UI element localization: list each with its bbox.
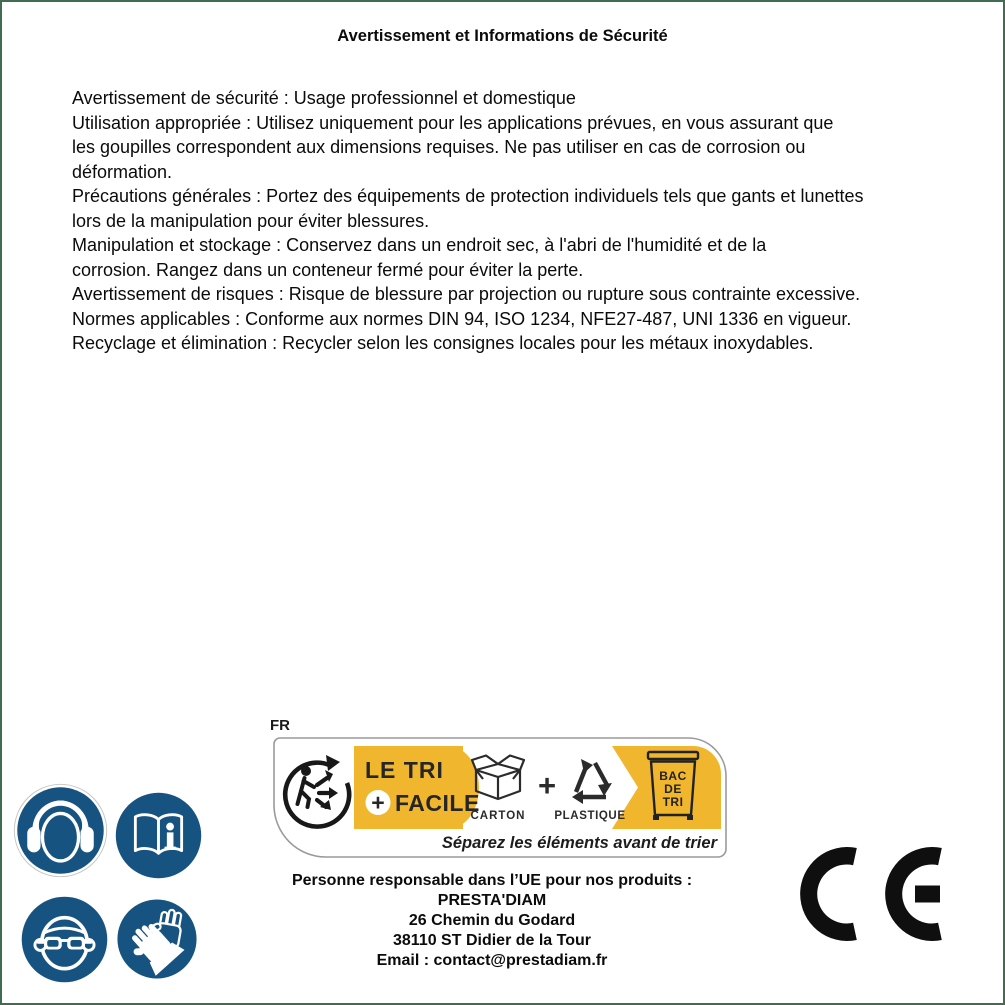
body-line: lors de la manipulation pour éviter blessures.: [72, 210, 430, 231]
bin-label-line: DE: [664, 782, 682, 796]
safety-text-block: [72, 86, 972, 356]
body-line: Recyclage et élimination : Recycler selon les consignes locales pour les métaux inoxydables.: [72, 333, 814, 353]
sorting-instruction: Séparez les éléments avant de trier: [441, 834, 717, 852]
contact-email: Email : contact@prestadiam.fr: [376, 952, 608, 969]
ear-protection-icon: [13, 783, 108, 878]
plastique-label: PLASTIQUE: [554, 810, 626, 822]
company-name: PRESTA'DIAM: [437, 892, 547, 909]
body-line: Normes applicables : Conforme aux normes DIN 94, ISO 1234, NFE27-487, UNI 1336 en vigueur.: [72, 308, 852, 329]
country-code-label: FR: [270, 717, 290, 734]
body-line: corrosion. Rangez dans un conteneur fermé pour éviter la perte.: [72, 259, 584, 280]
body-line: les goupilles correspondent aux dimensions requises. Ne pas utiliser en cas de corrosion ou: [72, 137, 806, 157]
carton-label: CARTON: [470, 810, 526, 822]
triman-sorting-label: [268, 736, 730, 860]
plus-separator: +: [537, 768, 557, 803]
body-line: déformation.: [72, 161, 173, 182]
eye-protection-icon: [19, 894, 110, 985]
bin-label-line: TRI: [662, 795, 684, 809]
headline-plus: +: [371, 789, 385, 816]
page-title: Avertissement et Informations de Sécurité: [337, 27, 668, 45]
responsible-block: [192, 871, 792, 971]
ce-mark-icon: [798, 844, 946, 944]
protective-gloves-icon: [114, 896, 200, 982]
body-line: Utilisation appropriée : Utilisez uniquement pour les applications prévues, en vous assurant que: [72, 112, 834, 133]
headline-le-tri: LE TRI: [365, 757, 444, 783]
body-line: Avertissement de risques : Risque de blessure par projection ou rupture sous contrainte excessive.: [72, 284, 861, 304]
bin-label-line: BAC: [659, 769, 687, 783]
address-city: 38110 ST Didier de la Tour: [393, 932, 591, 949]
read-manual-icon: [114, 791, 203, 880]
body-line: Avertissement de sécurité : Usage professionnel et domestique: [72, 88, 576, 108]
body-line: Manipulation et stockage : Conservez dans un endroit sec, à l'abri de l'humidité et de la: [72, 235, 767, 255]
address-street: 26 Chemin du Godard: [408, 912, 576, 929]
body-line: Précautions générales : Portez des équipements de protection individuels tels que gants et lunettes: [72, 186, 864, 206]
responsible-intro: Personne responsable dans l’UE pour nos produits :: [291, 872, 693, 889]
headline-facile: FACILE: [395, 790, 480, 816]
